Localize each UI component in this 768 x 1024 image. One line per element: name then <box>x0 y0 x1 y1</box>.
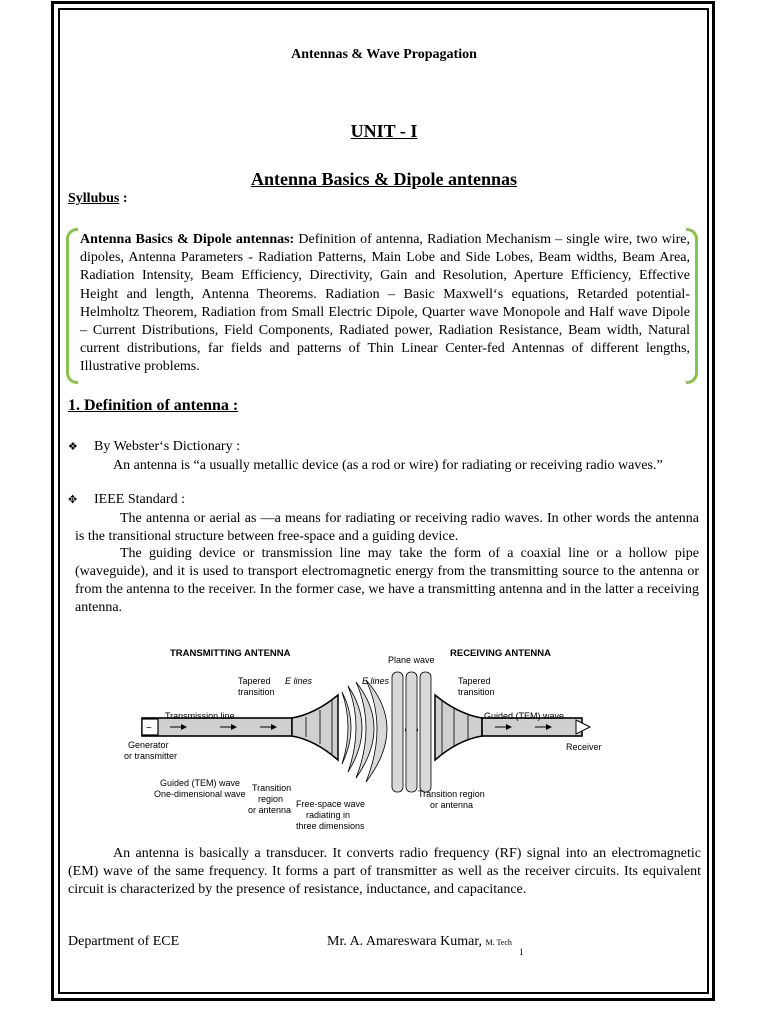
tx-title: TRANSMITTING ANTENNA <box>170 648 291 659</box>
tx-tapered-horn <box>292 695 338 760</box>
rx-transition-label: Transition region <box>418 789 485 799</box>
receiver-label: Receiver <box>566 742 602 752</box>
bullet-webster <box>68 438 240 456</box>
footer-author <box>327 934 512 950</box>
tx-elines-label: E lines <box>285 676 313 686</box>
transition-label: or antenna <box>248 805 292 815</box>
bullet-ieee <box>68 491 185 509</box>
transition-label: Transition <box>252 783 292 793</box>
receiver-icon <box>576 720 590 734</box>
transducer-paragraph: An antenna is basically a transducer. It converts radio frequency (RF) signal into an electromagnetic (EM) wave of the same frequency. It forms a part of transmitter as well as the receiver circuits. Its equivalent circuit is characterized by the presence of resistance, inductance, and capacitance. <box>68 846 701 897</box>
rx-guided-label: Guided (TEM) wave <box>484 711 565 721</box>
footer-author-name: Mr. A. Amareswara Kumar, <box>327 934 482 949</box>
tx-tapered-label: transition <box>238 687 275 697</box>
transmission-line-label: Transmission line <box>165 711 235 721</box>
rx-tapered-label: Tapered <box>458 676 491 686</box>
syllabus-box <box>80 231 690 377</box>
rx-transition-label: or antenna <box>430 800 474 810</box>
generator-label: Generator <box>128 740 169 750</box>
antenna-diagram <box>110 640 610 835</box>
freespace-label: three dimensions <box>296 821 365 831</box>
footer-degree: M. Tech <box>485 938 512 947</box>
unit-title: UNIT - I <box>350 121 418 141</box>
rx-tapered-label: transition <box>458 687 495 697</box>
syllabus-bracket-left <box>66 228 78 384</box>
rx-elines-label: E lines <box>362 676 390 686</box>
syllabus-colon: : <box>119 191 128 206</box>
freespace-label: Free-space wave <box>296 799 366 809</box>
plane-wave-front <box>392 672 403 792</box>
syllabus-lead: Antenna Basics & Dipole antennas: <box>80 232 295 247</box>
star-bullet-icon: ✥ <box>68 494 78 506</box>
plane-wave-front <box>406 672 417 792</box>
wavefront <box>342 692 351 764</box>
tx-guided-label: Guided (TEM) wave <box>160 778 241 788</box>
syllabus-label-text: Syllubus <box>68 191 120 206</box>
section-heading: 1. Definition of antenna : <box>68 397 239 414</box>
rx-title: RECEIVING ANTENNA <box>450 648 551 659</box>
running-title: Antennas & Wave Propagation <box>291 47 477 62</box>
plane-wave-front <box>420 672 431 792</box>
ieee-paragraph-1: The antenna or aerial as ―a means for radiating or receiving radio waves. In other words the antenna is the transitional structure between free-space and a guiding device. <box>75 511 699 544</box>
syllabus-body: Definition of antenna, Radiation Mechanism – single wire, two wire, dipoles, Antenna Parameters - Radiation Patterns, Main Lobe and Side Lobes, Beam widths, Beam Area, Radiation Intensity, Beam Efficiency, Directivity, Gain and Resolution, Aperture Efficiency, Effective Height and length, Antenna Theorems. Radiation – Basic Maxwell‘s equations, Retarded potential-Helmholtz Theorem, Radiation from Small Electric Dipole, Quarter wave Monopole and Half wave Dipole – Current Distributions, Field Components, Radiated power, Radiation Resistance, Beam width, Natural current distributions, far fields and patterns of Thin Linear Center-fed Antennas of different lengths, Illustrative problems. <box>80 232 690 375</box>
tx-guided-label: One-dimensional wave <box>154 789 246 799</box>
transition-label: region <box>258 794 284 804</box>
tx-tapered-label: Tapered <box>238 676 271 686</box>
bullet-webster-text: By Webster‘s Dictionary : <box>94 439 240 454</box>
bullet-ieee-text: IEEE Standard : <box>94 492 185 507</box>
ieee-paragraph-2: The guiding device or transmission line may take the form of a coaxial line or a hollow pipe (waveguide), and it is used to transport electromagnetic energy from the transmitting source to the antenna or from the antenna to the receiver. In the former case, we have a transmitting antenna and in the latter a receiving antenna. <box>75 546 699 615</box>
syllabus-label <box>68 191 128 207</box>
webster-quote: An antenna is “a usually metallic device (as a rod or wire) for radiating or receiving radio waves.” <box>113 458 663 473</box>
footer-department: Department of ECE <box>68 934 180 949</box>
chapter-title: Antenna Basics & Dipole antennas <box>250 169 518 189</box>
diamond-bullet-icon: ❖ <box>68 441 78 453</box>
generator-symbol: ~ <box>146 723 152 734</box>
plane-wave-label: Plane wave <box>388 655 435 665</box>
generator-label: or transmitter <box>124 751 178 761</box>
freespace-label: radiating in <box>306 810 351 820</box>
page-number: 1 <box>519 947 524 957</box>
